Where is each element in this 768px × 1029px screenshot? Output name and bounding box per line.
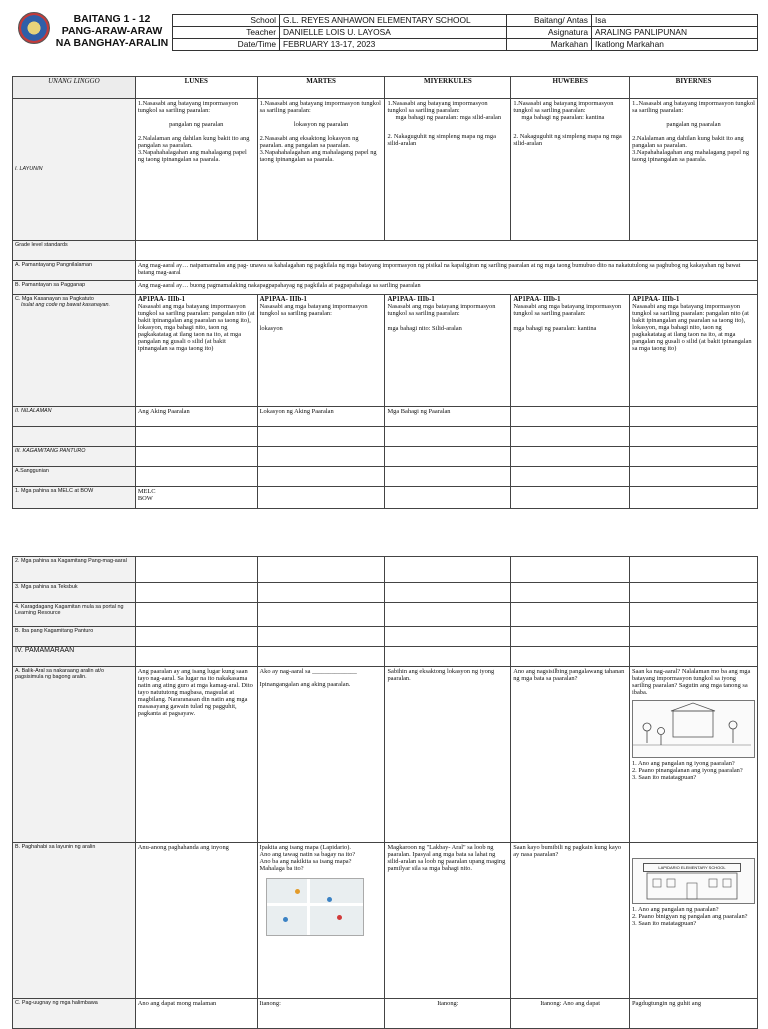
competency-text: Nasasabi ang mga batayang impormasyon tungkol sa sariling paaralan: pangalan nito (at bakit ipinangalan ang paaralan sa taong ito), lokasyon, mga bahagi nito, taon ng pagkakatatag at ilang taon na ito, at mga pangalan ng gusali o silid (at bakit ipinangalan sa mga taong ito) [632, 303, 752, 352]
kasanayan-martes [257, 295, 385, 407]
kasanayan-biyernes [630, 295, 758, 407]
layunin-martes [257, 99, 385, 241]
paghahabi-miyerkules: Magkaroon ng "Lakbay- Aral" sa loob ng paaralan. Ipasyal ang mga bata sa lahat ng silid-aralan sa loob ng paaralan upang maging pamilyar sila sa mga bahagi nito. [385, 843, 511, 999]
nilalaman-miyerkules: Mga Bahagi ng Paaralan [385, 407, 511, 427]
objective-text: 1.Nasasabi ang batayang impormasyon tungkol sa sariling paaralan: [513, 100, 614, 114]
nilalaman-label: II. NILALAMAN [13, 407, 136, 427]
competency-text: Nasasabi ang mga batayang impormasyon tungkol sa sariling paaralan: [513, 303, 622, 317]
paghahabi-label: B. Paghahabi sa layunin ng aralin [13, 843, 136, 999]
melc-text: MELC [137, 488, 156, 495]
pangnilalaman-value: Ang mag-aaral ay… naipamamalas ang pag- unawa sa kahalagahan ng pagkilala ng mga batayang impormasyon ng pisikal na kapaligiran ng sariling paaralan at ng mga taong bumubuo dito na nakatutulong sa paghubog ng kakayahan ng bawat batang mag-aaral [135, 261, 757, 281]
karagdagang-kagamitan-label: 4. Karagdagang Kagamitan mula sa portal ng Learning Resource [13, 603, 136, 627]
date-label: Date/Time [173, 39, 280, 51]
question-text: Ano ba ang nakikita sa isang mapa? [259, 858, 352, 865]
paghahabi-huwebes: Saan kayo bumibili ng pagkain kung kayo ay nasa paaralan? [511, 843, 630, 999]
question-text: 3. Saan ito matatagpuan? [631, 920, 697, 927]
school-label: School [173, 15, 280, 27]
objective-text: 2. Nakaguguhit ng simpleng mapa ng mga silid-aralan [387, 133, 496, 147]
pag-uugnay-biyernes: Pagdugtungin ng guhit ang [629, 999, 757, 1029]
map-pin-icon [327, 897, 332, 902]
objective-text: 2.Nalalaman ang dahilan kung bakit ito ang pangalan sa paaralan. [137, 135, 250, 149]
lesson-plan-table-2 [12, 556, 758, 1029]
pagganap-value: Ang mag-aaral ay… buong pagmamalaking nakapagpapahayag ng pagkilala at pagpapahalaga sa sariling paaralan [135, 281, 757, 295]
kasanayan-label [13, 295, 136, 407]
kasanayan-lunes [135, 295, 257, 407]
layunin-biyernes [630, 99, 758, 241]
pag-uugnay-row [13, 999, 758, 1029]
col-header-week: UNANG LINGGO [13, 77, 136, 99]
objective-text: 1.Nasasabi ang batayang impormasyon tungkol sa sariling paaralan: [137, 100, 238, 114]
question-text: 2. Paano binigyan ng pangalan ang paaralan? [631, 913, 748, 920]
col-header-martes: MARTES [257, 77, 385, 99]
prompt-text: Saan ka nag-aaral? Nalalaman mo ba ang mga batayang impormasyon tungkol sa iyong sariling paaralan? Sagutin ang mga tanong sa ibaba. [631, 668, 751, 696]
kasanayan-row [13, 295, 758, 407]
objective-text: 1.Nasasabi ang batayang impormasyon tungkol sa sariling paaralan: [259, 100, 381, 114]
layunin-miyerkules [385, 99, 511, 241]
sanggunian-label: A.Sanggunian [13, 467, 136, 487]
question-text: Mahalaga ba ito? [259, 865, 304, 872]
pag-uugnay-miyerkules: Itanong: [385, 999, 511, 1029]
objective-topic: pangalan ng paaralan [169, 121, 224, 128]
nilalaman-huwebes [511, 407, 630, 427]
subject-value: ARALING PANLIPUNAN [592, 27, 758, 39]
lesson-plan-table-1 [12, 76, 758, 509]
question-text: Ano ang tawag natin sa bagay na ito? [259, 851, 356, 858]
school-building-illustration [632, 858, 755, 904]
melc-values [135, 487, 257, 509]
teacher-label: Teacher [173, 27, 280, 39]
pag-uugnay-lunes: Ano ang dapat mong malaman [135, 999, 257, 1029]
title-line-2: PANG-ARAW-ARAW [61, 25, 163, 37]
competency-code: AP1PAA- IIIb-1 [513, 296, 561, 303]
objective-topic: pangalan ng paaralan [666, 121, 721, 128]
objective-text: 2.Nalalaman ang dahilan kung bakit ito ang pangalan sa paaralan. [632, 135, 744, 149]
balik-aral-miyerkules: Sabihin ang eksaktong lokasyon ng iyong paaralan. [385, 667, 511, 843]
layunin-label: I. LAYUNIN [13, 99, 136, 241]
document-title [52, 13, 172, 49]
competency-code: AP1PAA- IIIb-1 [387, 296, 435, 303]
kagamitan-pang-mag-aaral-label: 2. Mga pahina sa Kagamitang Pang-mag-aaral [13, 557, 136, 583]
map-pin-icon [283, 917, 288, 922]
paghahabi-martes [257, 843, 385, 999]
header-info-table [172, 14, 758, 51]
balik-aral-row [13, 667, 758, 843]
pag-uugnay-label: C. Pag-uugnay ng mga halimbawa [13, 999, 136, 1029]
paghahabi-lunes: Anu-anong paghahanda ang inyong [135, 843, 257, 999]
nilalaman-lunes: Ang Aking Paaralan [135, 407, 257, 427]
competency-topic: mga bahagi ng paaralan: kantina [513, 325, 597, 332]
competency-code: AP1PAA- IIIb-1 [632, 296, 680, 303]
kasanayan-huwebes [511, 295, 630, 407]
objective-text: 3.Napahahalagahan ang mahalagang papel ng taong ipinangalan sa paarala. [137, 149, 247, 163]
children-school-illustration [632, 700, 755, 758]
balik-aral-martes [257, 667, 385, 843]
objective-text: 2.Nasasabi ang eksaktong lokasyon ng paaralan. ang pangalan sa paaralan. [259, 135, 359, 149]
pag-uugnay-huwebes: Itanong: Ano ang dapat [511, 999, 630, 1029]
paghahabi-biyernes [629, 843, 757, 999]
pangnilalaman-label: A. Pamantayang Pangnilalaman [13, 261, 136, 281]
paghahabi-row [13, 843, 758, 999]
iba-pang-kagamitan-label: B. Iba pang Kagamitang Panturo [13, 627, 136, 647]
balik-aral-huwebes: Ano ang nagsisilbing pangalawang tahanan ng mga bata sa paaralan? [511, 667, 630, 843]
prompt-text: Ipakita ang isang mapa (Lapidario). [259, 844, 351, 851]
pamamaraan-label: IV. PAMAMARAAN [13, 647, 136, 667]
grade-level-label: Grade level standards [13, 241, 136, 261]
school-map-image [266, 878, 364, 936]
layunin-huwebes [511, 99, 630, 241]
layunin-lunes [135, 99, 257, 241]
balik-aral-label: A. Balik-Aral sa nakaraang aralin at/o pagsisimula ng bagong aralin. [13, 667, 136, 843]
grade-level-value [135, 241, 757, 261]
pagganap-label: B. Pamantayan sa Pagganap [13, 281, 136, 295]
nilalaman-biyernes [630, 407, 758, 427]
competency-text: Nasasabi ang mga batayang impormasyon tungkol sa sariling paaralan: [387, 303, 496, 317]
col-header-biyernes: BIYERNES [630, 77, 758, 99]
school-value: G.L. REYES ANHAWON ELEMENTARY SCHOOL [280, 15, 507, 27]
title-line-3: NA BANGHAY-ARALIN [55, 37, 169, 49]
grade-label: Baitang/ Antas [507, 15, 592, 27]
nilalaman-martes: Lokasyon ng Aking Paaralan [257, 407, 385, 427]
objective-text: 3.Napahahalagahan ang mahalagang papel ng taong ipinangalan sa paarala. [259, 149, 377, 163]
prompt-text: Ipinangangalan ang aking paaralan. [259, 681, 351, 688]
competency-text: Nasasabi ang mga batayang impormasyon tungkol sa sariling paaralan: pangalan nito (at bakit ipinangalan ang paaralan sa taong ito), lokasyon, mga bahagi nito, taon ng pagkakatatag at ilang taon na ito, at mga pangalan ng gusali o silid (at bakit ipinangalan sa mga taong ito) [137, 303, 255, 352]
objective-text: 3.Napahahalagahan ang mahalagang papel ng taong ipinangalan sa paarala. [632, 149, 750, 163]
competency-code: AP1PAA- IIIb-1 [137, 296, 186, 303]
subject-label: Asignatura [507, 27, 592, 39]
objective-topic: mga bahagi ng paaralan: kantina [521, 114, 605, 121]
melc-label: 1. Mga pahina sa MELC at BOW [13, 487, 136, 509]
pag-uugnay-martes: Itanong: [257, 999, 385, 1029]
title-line-1: BAITANG 1 - 12 [73, 13, 151, 25]
kasanayan-miyerkules [385, 295, 511, 407]
col-header-miyerkules: MIYERKULES [385, 77, 511, 99]
question-text: 2. Paano pinangalanan ang iyong paaralan? [631, 767, 743, 774]
question-text: 1. Ano ang pangalan ng paaralan? [631, 906, 719, 913]
question-text: 3. Saan ito matatagpuan? [631, 774, 697, 781]
competency-code: AP1PAA- IIIb-1 [259, 296, 307, 303]
bow-text: BOW [137, 495, 153, 502]
objective-topic: lokasyon ng paaralan [293, 121, 349, 128]
balik-aral-lunes: Ang paaralan ay ang isang lugar kung saan tayo nag-aaral. Sa lugar na ito nakakasama natin ang ating guro at mga kamag-aral. Dito tayo natututong magbasa, magsulat at magbilang. Nararanasan din natin ang mga masasayang gawain tulad ng pagguhit, pagkanta at pagsayaw. [135, 667, 257, 843]
competency-topic: mga bahagi nito: Silid-aralan [387, 325, 462, 332]
kasanayan-subtitle: Isulat ang code ng bawat kasanayan. [21, 302, 111, 309]
kagamitan-label: III. KAGAMITANG PANTURO [13, 447, 136, 467]
school-sign-text: LAPIDARIO ELEMENTARY SCHOOL [643, 863, 741, 872]
teacher-value: DANIELLE LOIS U. LAYOSA [280, 27, 507, 39]
quarter-value: Ikatlong Markahan [592, 39, 758, 51]
map-pin-icon [337, 915, 342, 920]
map-pin-icon [295, 889, 300, 894]
col-header-huwebes: HUWEBES [511, 77, 630, 99]
kasanayan-title: C. Mga Kasanayan sa Pagkatuto [15, 296, 94, 302]
objective-text: 2. Nakaguguhit ng simpleng mapa ng mga silid-aralan [513, 133, 622, 147]
teksbuk-label: 3. Mga pahina sa Teksbuk [13, 583, 136, 603]
col-header-lunes: LUNES [135, 77, 257, 99]
layunin-row [13, 99, 758, 241]
objective-text: 1.Nasasabi ang batayang impormasyon tungkol sa sariling paaralan: [387, 100, 488, 114]
competency-topic: lokasyon [259, 325, 283, 332]
question-text: 1. Ano ang pangalan ng iyong paaralan? [631, 760, 735, 767]
objective-text: 1..Nasasabi ang batayang impormasyon tungkol sa sariling paaralan: [632, 100, 755, 114]
date-value: FEBRUARY 13-17, 2023 [280, 39, 507, 51]
competency-text: Nasasabi ang mga batayang impormasyon tungkol sa sariling paaralan: [259, 303, 368, 317]
balik-aral-biyernes [629, 667, 757, 843]
quarter-label: Markahan [507, 39, 592, 51]
fill-in-text: Ako ay nag-aaral sa ______________ [259, 668, 357, 675]
grade-value: Isa [592, 15, 758, 27]
objective-topic: mga bahagi ng paaralan: mga silid-aralan [395, 114, 502, 121]
deped-seal-icon [18, 12, 50, 44]
